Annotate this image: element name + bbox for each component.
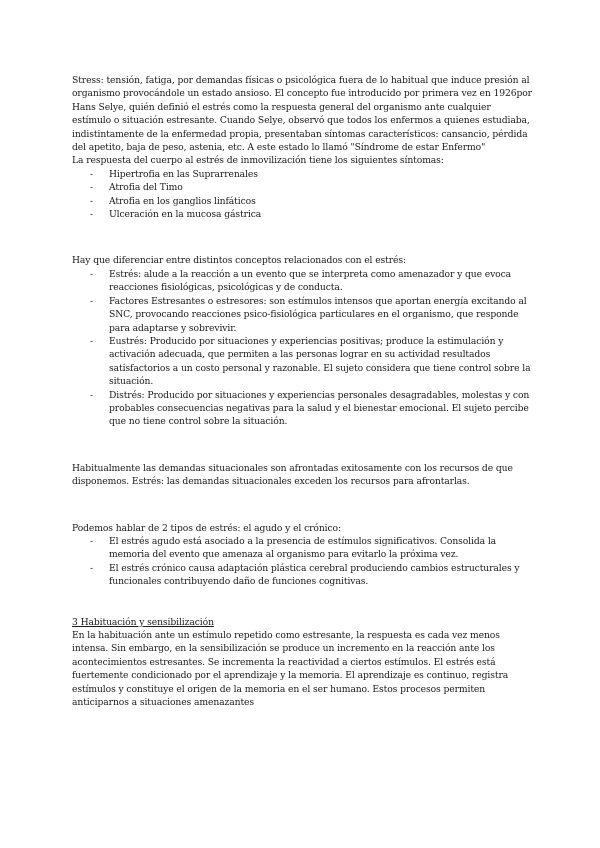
spacer <box>72 589 532 616</box>
list-dash: - <box>90 268 94 280</box>
list-item-text: Atrofia del Timo <box>109 182 183 194</box>
demands-paragraph: Habitualmente las demandas situacionales son afrontadas exitosamente con los recursos de que disponemos. Estrés: las demandas situacionales exceden los recursos para afrontarlas. <box>72 462 513 488</box>
list-item <box>72 181 532 194</box>
list-item <box>72 195 532 208</box>
list-item-text: Ulceración en la mucosa gástrica <box>109 209 262 221</box>
section-title: 3 Habituación y sensibilización <box>72 616 214 628</box>
habituation-paragraph: En la habituación ante un estímulo repetido como estresante, la respuesta es cada vez menos intensa. Sin embargo, en la sensibilización se produce un incremento en la reacción ante los acontecimientos estresantes. Se incrementa la reactividad a ciertos estímulos. El estrés está fuertemente condicionado por el aprendizaje y la memoria. El aprendizaje es continuo, registra estímulos y constituye el origen de la memoria en el ser humano. Estos procesos permiten anticiparnos a situaciones amenazantes <box>72 630 509 709</box>
list-item <box>72 208 532 221</box>
list-item-text: Hipertrofia en las Suprarrenales <box>109 168 258 180</box>
list-item-text: Distrés: Producido por situaciones y experiencias personales desagradables, molestas y con probables consecuencias negativas para la salud y el bienestar emocional. El sujeto percibe que no tiene control sobre la situación. <box>109 389 530 428</box>
list-item <box>72 389 532 429</box>
list-dash: - <box>90 195 94 207</box>
list-dash: - <box>90 535 94 547</box>
list-dash: - <box>90 335 94 347</box>
list-item <box>72 295 532 335</box>
list-item-text: Factores Estresantes o estresores: son estímulos intensos que aportan energía excitando al SNC, provocando reacciones psico-fisiológica particulares en el organismo, que responde para adaptarse y sobrevivir. <box>109 295 527 334</box>
list-item <box>72 268 532 295</box>
list-item-text: El estrés crónico causa adaptación plástica cerebral produciendo cambios estructurales y funcionales contribuyendo daño de funciones cognitivas. <box>109 562 520 588</box>
list-item <box>72 562 532 589</box>
list-dash: - <box>90 182 94 194</box>
list-dash: - <box>90 295 94 307</box>
list-dash: - <box>90 389 94 401</box>
spacer <box>72 489 532 522</box>
concepts-list <box>72 268 532 429</box>
list-item-text: Eustrés: Producido por situaciones y experiencias positivas; produce la estimulación y activación adecuada, que permiten a las personas lograr en su actividad resultados satisfactorios a un costo personal y razonable. El sujeto considera que tiene control sobre la situación. <box>109 335 531 388</box>
immobilization-lead: La respuesta del cuerpo al estrés de inmovilización tiene los siguientes síntomas: <box>72 155 444 167</box>
list-dash: - <box>90 168 94 180</box>
symptoms-list <box>72 168 532 222</box>
list-dash: - <box>90 562 94 574</box>
list-item-text: El estrés agudo está asociado a la presencia de estímulos significativos. Consolida la memoria del evento que amenaza al organismo para evitarlo la próxima vez. <box>109 535 497 561</box>
spacer <box>72 221 532 254</box>
list-item-text: Atrofia en los ganglios linfáticos <box>109 195 256 207</box>
stress-intro-paragraph: Stress: tensión, fatiga, por demandas físicas o psicológica fuera de lo habitual que induce presión al organismo provocándole un estado ansioso. El concepto fue introducido por primera vez en 1926por Hans Selye, quién definió el estrés como la respuesta general del organismo ante cualquier estímulo o situación estresante. Cuando Selye, observó que todos los enfermos a quienes estudiaba, indistintamente de la enfermedad propia, presentaban síntomas característicos: cansancio, pérdida del apetito, baja de peso, astenia, etc. A este estado lo llamó "Síndrome de estar Enfermo" <box>72 75 532 154</box>
list-item <box>72 535 532 562</box>
list-item <box>72 335 532 389</box>
list-dash: - <box>90 209 94 221</box>
document-page <box>72 74 532 709</box>
list-item-text: Estrés: alude a la reacción a un evento que se interpreta como amenazador y que evoca reacciones fisiológicas, psicológicas y de conducta. <box>109 268 512 294</box>
spacer <box>72 429 532 462</box>
concepts-lead: Hay que diferenciar entre distintos conceptos relacionados con el estrés: <box>72 255 406 267</box>
list-item <box>72 168 532 181</box>
types-list <box>72 535 532 589</box>
types-lead: Podemos hablar de 2 tipos de estrés: el agudo y el crónico: <box>72 522 341 534</box>
